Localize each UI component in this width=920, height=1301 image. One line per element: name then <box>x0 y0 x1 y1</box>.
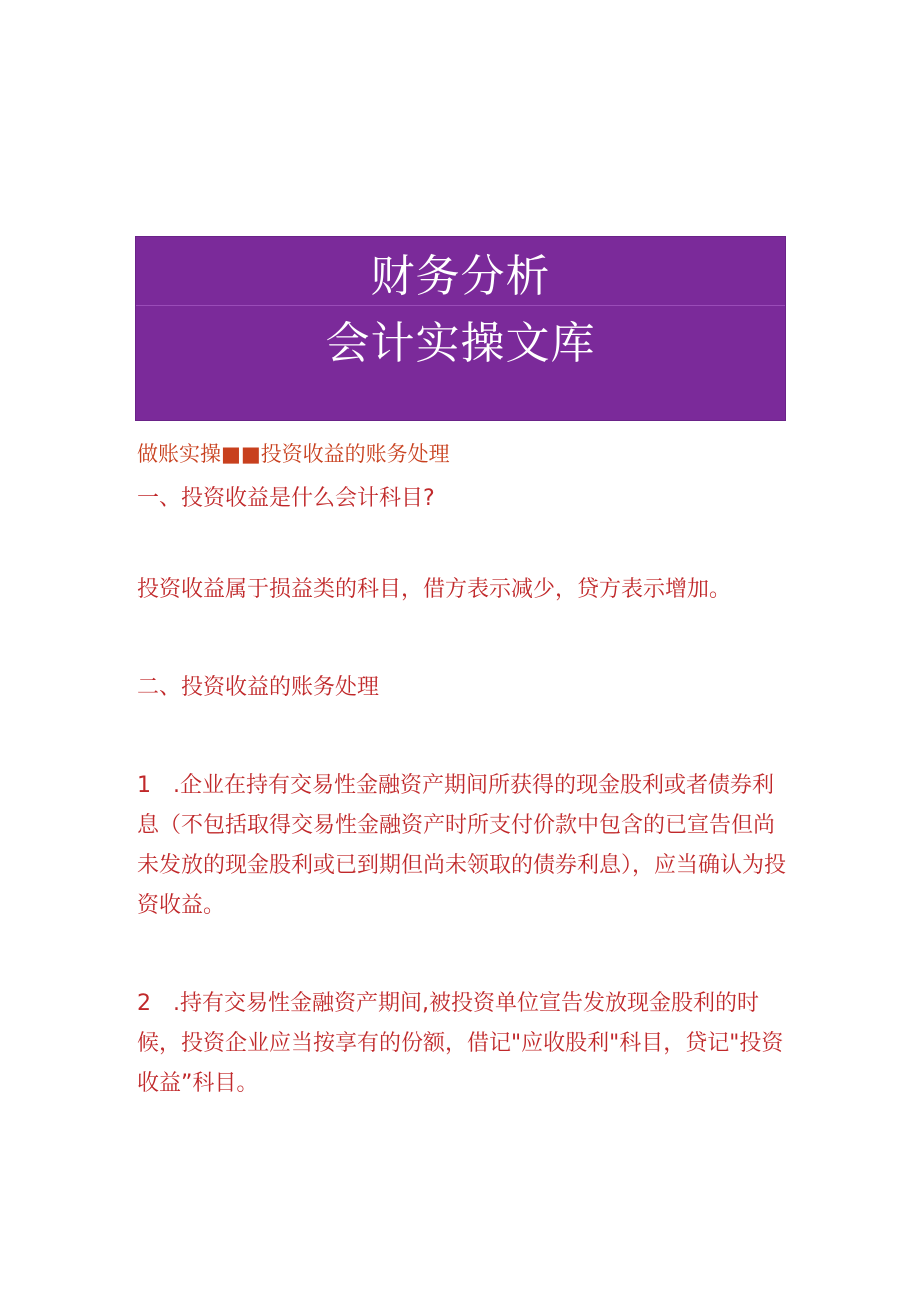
banner-divider <box>136 305 785 306</box>
section-heading-2: 二、投资收益的账务处理 <box>137 675 380 700</box>
banner-title-line1: 财务分析 <box>370 251 551 302</box>
banner-title-line2: 会计实操文库 <box>325 318 596 369</box>
document-title: 做账实操■■投资收益的账务处理 <box>137 442 450 466</box>
document-body <box>137 440 787 1104</box>
section-heading-1: 一、投资收益是什么会计科目? <box>137 486 435 511</box>
header-banner <box>135 236 786 421</box>
list-item-2: 2 .持有交易性金融资产期间,被投资单位宣告发放现金股利的时候，投资企业应当按享有的份额，借记"应收股利"科目，贷记"投资收益”科目。 <box>137 991 784 1096</box>
list-item-1: 1 .企业在持有交易性金融资产期间所获得的现金股利或者债券利息（不包括取得交易性金融资产时所支付价款中包含的已宣告但尚未发放的现金股利或已到期但尚未领取的债券利息），应当确认为投资收益。 <box>137 773 787 918</box>
section-1-paragraph: 投资收益属于损益类的科目，借方表示减少，贷方表示增加。 <box>137 577 732 602</box>
